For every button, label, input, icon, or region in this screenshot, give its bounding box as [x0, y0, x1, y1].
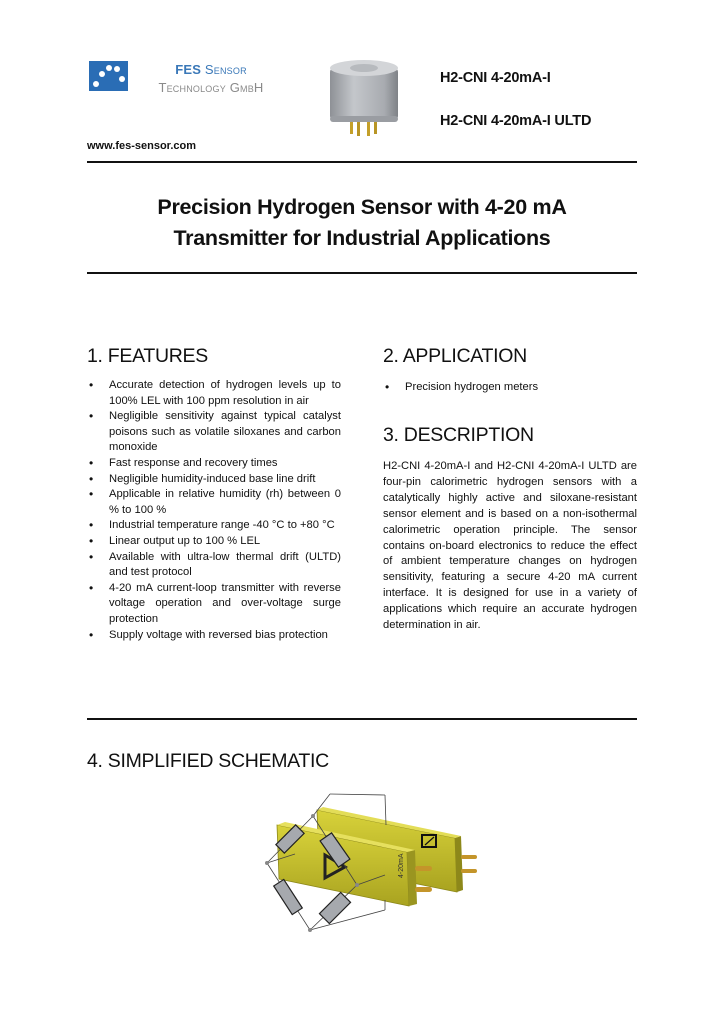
list-item: • Available with ultra-low thermal drift (ULTD) and test protocol [89, 550, 341, 581]
pin [461, 855, 477, 859]
description-text: H2-CNI 4-20mA-I and H2-CNI 4-20mA-I ULTD are four-pin calorimetric hydrogen sensors with a catalytically highly active and siloxane-resistant sensor element and is based on a non-isothermal calorimetric operation principle. The sensor contains on-board electronics to reduce the effect of ambient temperature changes on hydrogen sensitivity, featuring a secure 4-20 mA current interface. It is designed for use in a variety of applications which require an accurate hydrogen determination in air. [383, 460, 637, 632]
company-brand: FES [175, 62, 202, 77]
website-link[interactable]: www.fes-sensor.com [87, 140, 197, 152]
list-item: • Negligible sensitivity against typical catalyst poisons such as volatile siloxanes and carbon monoxide [89, 409, 341, 456]
schematic-heading: 4. SIMPLIFIED SCHEMATIC [87, 750, 329, 772]
resistor-icon [319, 892, 350, 923]
list-item: • Supply voltage with reversed bias protection [89, 628, 341, 644]
divider [87, 718, 637, 720]
pin [415, 887, 432, 892]
description-heading: 3. DESCRIPTION [383, 424, 534, 446]
list-item: • Precision hydrogen meters [385, 380, 637, 396]
features-heading: 1. FEATURES [87, 345, 208, 367]
company-logo-icon [89, 61, 128, 91]
sensor-product-image [326, 58, 402, 138]
company-name-rest: Sensor [204, 62, 247, 77]
application-list [385, 380, 637, 396]
company-name [146, 61, 276, 97]
features-list [89, 378, 341, 643]
product-name-1: H2-CNI 4-20mA-I [440, 70, 551, 86]
board-label: 4-20mA [398, 853, 405, 878]
list-item: • Industrial temperature range -40 °C to +80 °C [89, 518, 341, 534]
pin [461, 869, 477, 873]
list-item: • Applicable in relative humidity (rh) between 0 % to 100 % [89, 487, 341, 518]
pin [415, 866, 432, 871]
page-title [87, 192, 637, 254]
divider [87, 161, 637, 163]
list-item: • 4-20 mA current-loop transmitter with reverse voltage operation and over-voltage surge protection [89, 581, 341, 628]
list-item: • Negligible humidity-induced base line drift [89, 472, 341, 488]
divider [87, 272, 637, 274]
page-title-line2: Transmitter for Industrial Applications [173, 226, 551, 250]
application-heading: 2. APPLICATION [383, 345, 527, 367]
resistor-icon [274, 879, 303, 914]
list-item: • Linear output up to 100 % LEL [89, 534, 341, 550]
list-item: • Fast response and recovery times [89, 456, 341, 472]
schematic-diagram [255, 780, 485, 940]
product-name-2: H2-CNI 4-20mA-I ULTD [440, 113, 592, 129]
list-item: • Accurate detection of hydrogen levels up to 100% LEL with 100 ppm resolution in air [89, 378, 341, 409]
company-name-line2: Technology GmbH [158, 80, 264, 95]
page-title-line1: Precision Hydrogen Sensor with 4-20 mA [157, 195, 567, 219]
